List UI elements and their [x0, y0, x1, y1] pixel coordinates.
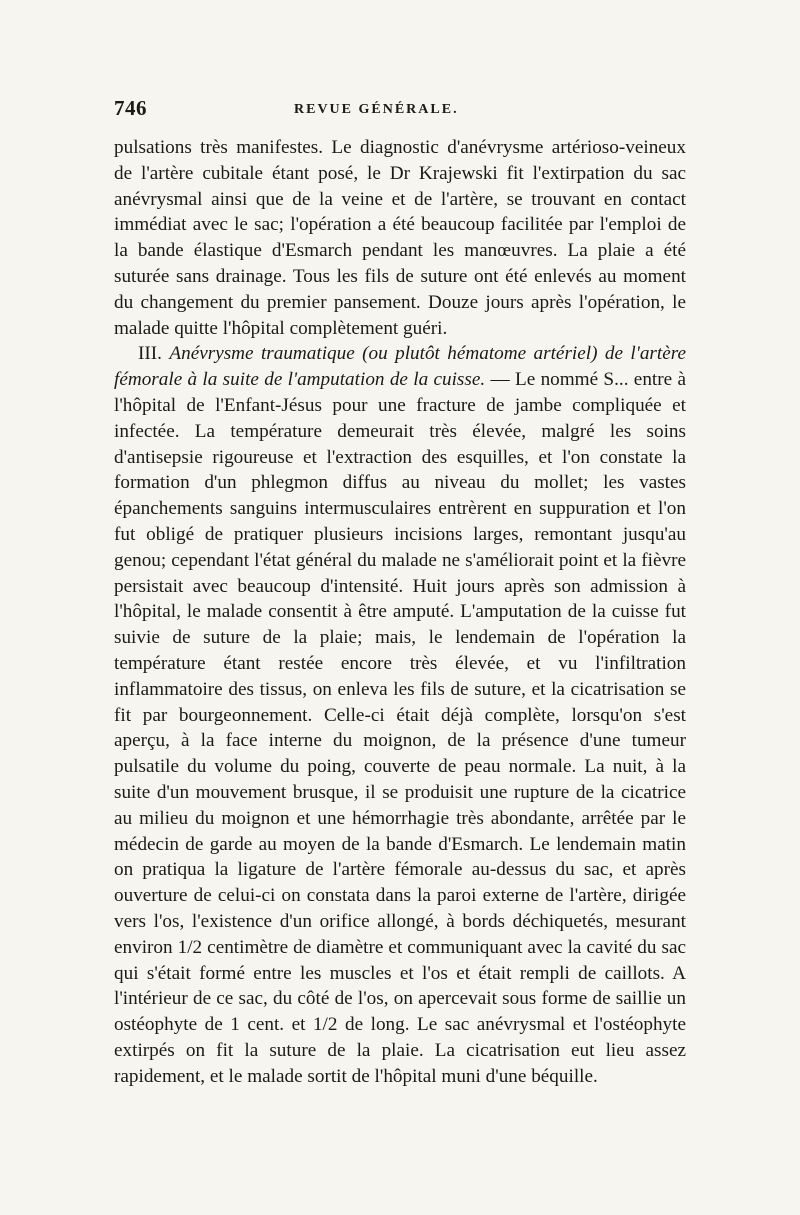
paragraph-continuation [114, 135, 686, 341]
paragraph-text: pulsations très manifestes. Le diagnostic d'anévrysme artérioso-veineux de l'artère cubitale étant posé, le Dr Krajewski fit l'extirpation du sac anévrysmal ainsi que de la veine et de l'artère, se trouvant en contact immédiat avec le sac; l'opération a été beaucoup facilitée par l'emploi de la bande élastique d'Esmarch pendant les manœuvres. La plaie a été suturée sans drainage. Tous les fils de suture ont été enlevés au moment du changement du premier pansement. Douze jours après l'opération, le malade quitte l'hôpital complètement guéri. [114, 137, 686, 339]
running-head: REVUE GÉNÉRALE. [294, 102, 459, 117]
paragraph-case-three [114, 341, 686, 1089]
case-heading: Anévrysme traumatique (ou plutôt hématome artériel) de l'artère fémorale à la suite de l'amputation de la cuisse. [114, 343, 686, 391]
page-number: 746 [114, 96, 147, 120]
paragraph-text: — Le nommé S... entre à l'hôpital de l'Enfant-Jésus pour une fracture de jambe compliquée et infectée. La température demeurait très élevée, malgré les soins d'antisepsie rigoureuse et l'extraction des esquilles, et l'on constate la formation d'un phlegmon diffus au niveau du mollet; les vastes épanchements sanguins intermusculaires entrèrent en suppuration et l'on fut obligé de pratiquer plusieurs incisions larges, remontant jusqu'au genou; cependant l'état général du malade ne s'améliorait point et la fièvre persistait avec beaucoup d'intensité. Huit jours après son admission à l'hôpital, le malade consentit à être amputé. L'amputation de la cuisse fut suivie de suture de la plaie; mais, le lendemain de l'opération la température étant restée encore très élevée, et vu l'infiltration inflammatoire des tissus, on enleva les fils de suture, et la cicatrisation se fit par bourgeonnement. Celle-ci était déjà complète, lorsqu'on s'est aperçu, à la face interne du moignon, de la présence d'une tumeur pulsatile du volume du poing, couverte de peau normale. La nuit, à la suite d'un mouvement brusque, il se produisit une rupture de la cicatrice au milieu du moignon et une hémorrhagie très abondante, arrêtée par le médecin de garde au moyen de la bande d'Esmarch. Le lendemain matin on pratiqua la ligature de l'artère fémorale au-dessus du sac, et après ouverture de celui-ci on constata dans la paroi externe de l'artère, dirigée vers l'os, l'existence d'un orifice allongé, à bords déchiquetés, mesurant environ 1/2 centimètre de diamètre et communiquant avec la cavité du sac qui s'était formé entre les muscles et l'os et était rempli de caillots. A l'intérieur de ce sac, du côté de l'os, on apercevait sous forme de saillie un ostéophyte de 1 cent. et 1/2 de long. Le sac anévrysmal et l'ostéophyte extirpés on fit la suture de la plaie. La cicatrisation eut lieu assez rapidement, et le malade sortit de l'hôpital muni d'une béquille. [114, 369, 686, 1087]
case-number: III. [138, 343, 170, 365]
page-header [114, 96, 686, 128]
body-text [114, 135, 686, 1089]
